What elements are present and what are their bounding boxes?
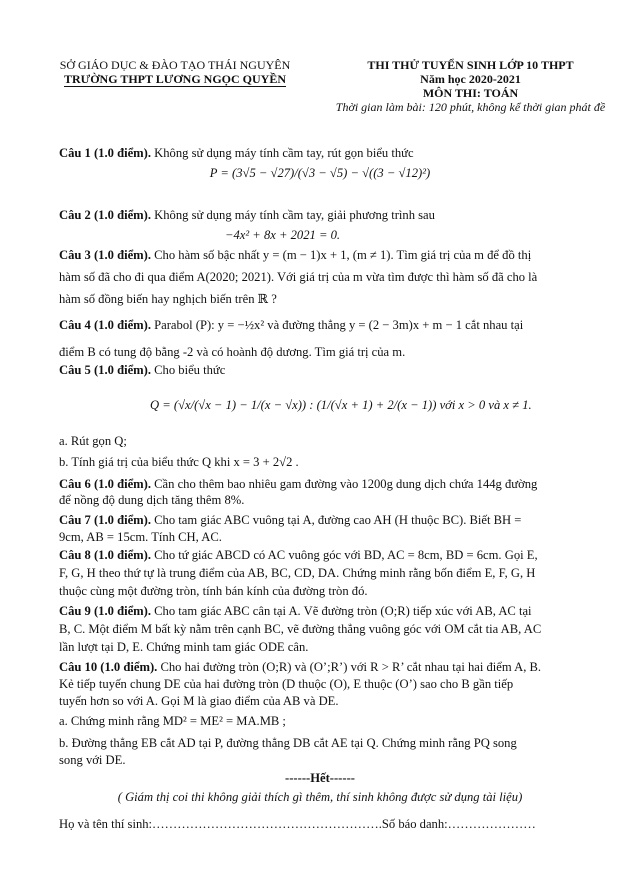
end-marker: ------Hết------ — [285, 771, 355, 785]
question-2: Câu 2 (1.0 điểm). Không sử dụng máy tính cầm tay, giải phương trình sau — [59, 208, 435, 222]
question-5-part-b: b. Tính giá trị của biểu thức Q khi x = 3 + 2√2 . — [59, 455, 299, 469]
question-6-line-2: để nồng độ dung dịch tăng thêm 8%. — [59, 493, 245, 507]
question-9: Câu 9 (1.0 điểm). Cho tam giác ABC cân tại A. Vẽ đường tròn (O;R) tiếp xúc với AB, AC tại — [59, 604, 532, 618]
question-8: Câu 8 (1.0 điểm). Cho tứ giác ABCD có AC vuông góc với BD, AC = 8cm, BD = 6cm. Gọi E, — [59, 548, 538, 562]
candidate-info: Họ và tên thí sinh:……………………………………………….Số báo danh:………………… — [59, 817, 536, 831]
header-right — [318, 58, 623, 114]
question-1-formula: P = (3√5 − √27)/(√3 − √5) − √((3 − √12)²) — [209, 166, 431, 180]
school-name: TRƯỜNG THPT LƯƠNG NGỌC QUYỀN — [63, 72, 287, 86]
question-5: Câu 5 (1.0 điểm). Cho biểu thức — [59, 363, 226, 377]
header-left — [40, 58, 310, 87]
school-year: Năm học 2020-2021 — [420, 72, 521, 86]
question-7-line-2: 9cm, AB = 15cm. Tính CH, AC. — [59, 530, 222, 544]
question-4: Câu 4 (1.0 điểm). Parabol (P): y = −½x² và đường thẳng y = (2 − 3m)x + m − 1 cắt nhau tại — [59, 318, 524, 332]
department-name: SỞ GIÁO DỤC & ĐÀO TẠO THÁI NGUYÊN — [59, 58, 291, 72]
proctor-note: ( Giám thị coi thi không giải thích gì thêm, thí sinh không được sử dụng tài liệu) — [117, 790, 523, 804]
time-allowed: Thời gian làm bài: 120 phút, không kể thời gian phát đề — [335, 100, 606, 114]
question-10-part-b-line-2: song với DE. — [59, 753, 126, 767]
question-5-part-a: a. Rút gọn Q; — [59, 434, 127, 448]
question-9-line-2: B, C. Một điểm M bất kỳ nằm trên cạnh BC, vẽ đường thẳng vuông góc với OM cắt tia AB, AC — [59, 622, 542, 636]
question-10-part-b: b. Đường thẳng EB cắt AD tại P, đường thẳng DB cắt AE tại Q. Chứng minh rằng PQ song — [59, 736, 517, 750]
subject: MÔN THI: TOÁN — [422, 86, 519, 100]
question-6: Câu 6 (1.0 điểm). Cần cho thêm bao nhiêu gam đường vào 1200g dung dịch chứa 144g đường — [59, 477, 538, 491]
question-4-line-2: điểm B có tung độ bằng -2 và có hoành độ dương. Tìm giá trị của m. — [59, 345, 406, 359]
question-3: Câu 3 (1.0 điểm). Cho hàm số bậc nhất y = (m − 1)x + 1, (m ≠ 1). Tìm giá trị của m để đồ thị — [59, 248, 532, 262]
exam-title: THI THỬ TUYỂN SINH LỚP 10 THPT — [367, 58, 574, 72]
question-9-line-3: lần lượt tại D, E. Chứng minh tam giác ODE cân. — [59, 640, 309, 654]
question-5-formula: Q = (√x/(√x − 1) − 1/(x − √x)) : (1/(√x + 1) + 2/(x − 1)) với x > 0 và x ≠ 1. — [150, 398, 532, 412]
question-1: Câu 1 (1.0 điểm). Không sử dụng máy tính cầm tay, rút gọn biểu thức — [59, 146, 414, 160]
question-8-line-3: thuộc cùng một đường tròn, tính bán kính của đường tròn đó. — [59, 584, 368, 598]
question-3-line-2: hàm số đã cho đi qua điểm A(2020; 2021). Với giá trị của m vừa tìm được thì hàm số đã cho là — [59, 270, 538, 284]
question-2-formula: −4x² + 8x + 2021 = 0. — [225, 228, 341, 242]
question-10-line-3: tuyến hơn so với A. Gọi M là giao điểm của AB và DE. — [59, 694, 339, 708]
question-10-line-2: Kẻ tiếp tuyến chung DE của hai đường tròn (D thuộc (O), E thuộc (O’) sao cho B gần tiếp — [59, 677, 514, 691]
question-8-line-2: F, G, H theo thứ tự là trung điểm của AB, BC, CD, DA. Chứng minh rằng bốn điểm E, F, G, H — [59, 566, 536, 580]
question-10: Câu 10 (1.0 điểm). Cho hai đường tròn (O;R) và (O’;R’) với R > R’ cắt nhau tại hai điểm A, B. — [59, 660, 542, 674]
question-7: Câu 7 (1.0 điểm). Cho tam giác ABC vuông tại A, đường cao AH (H thuộc BC). Biết BH = — [59, 513, 522, 527]
question-10-part-a: a. Chứng minh rằng MD² = ME² = MA.MB ; — [59, 714, 286, 728]
question-3-line-3: hàm số đồng biến hay nghịch biến trên ℝ ? — [59, 292, 277, 306]
